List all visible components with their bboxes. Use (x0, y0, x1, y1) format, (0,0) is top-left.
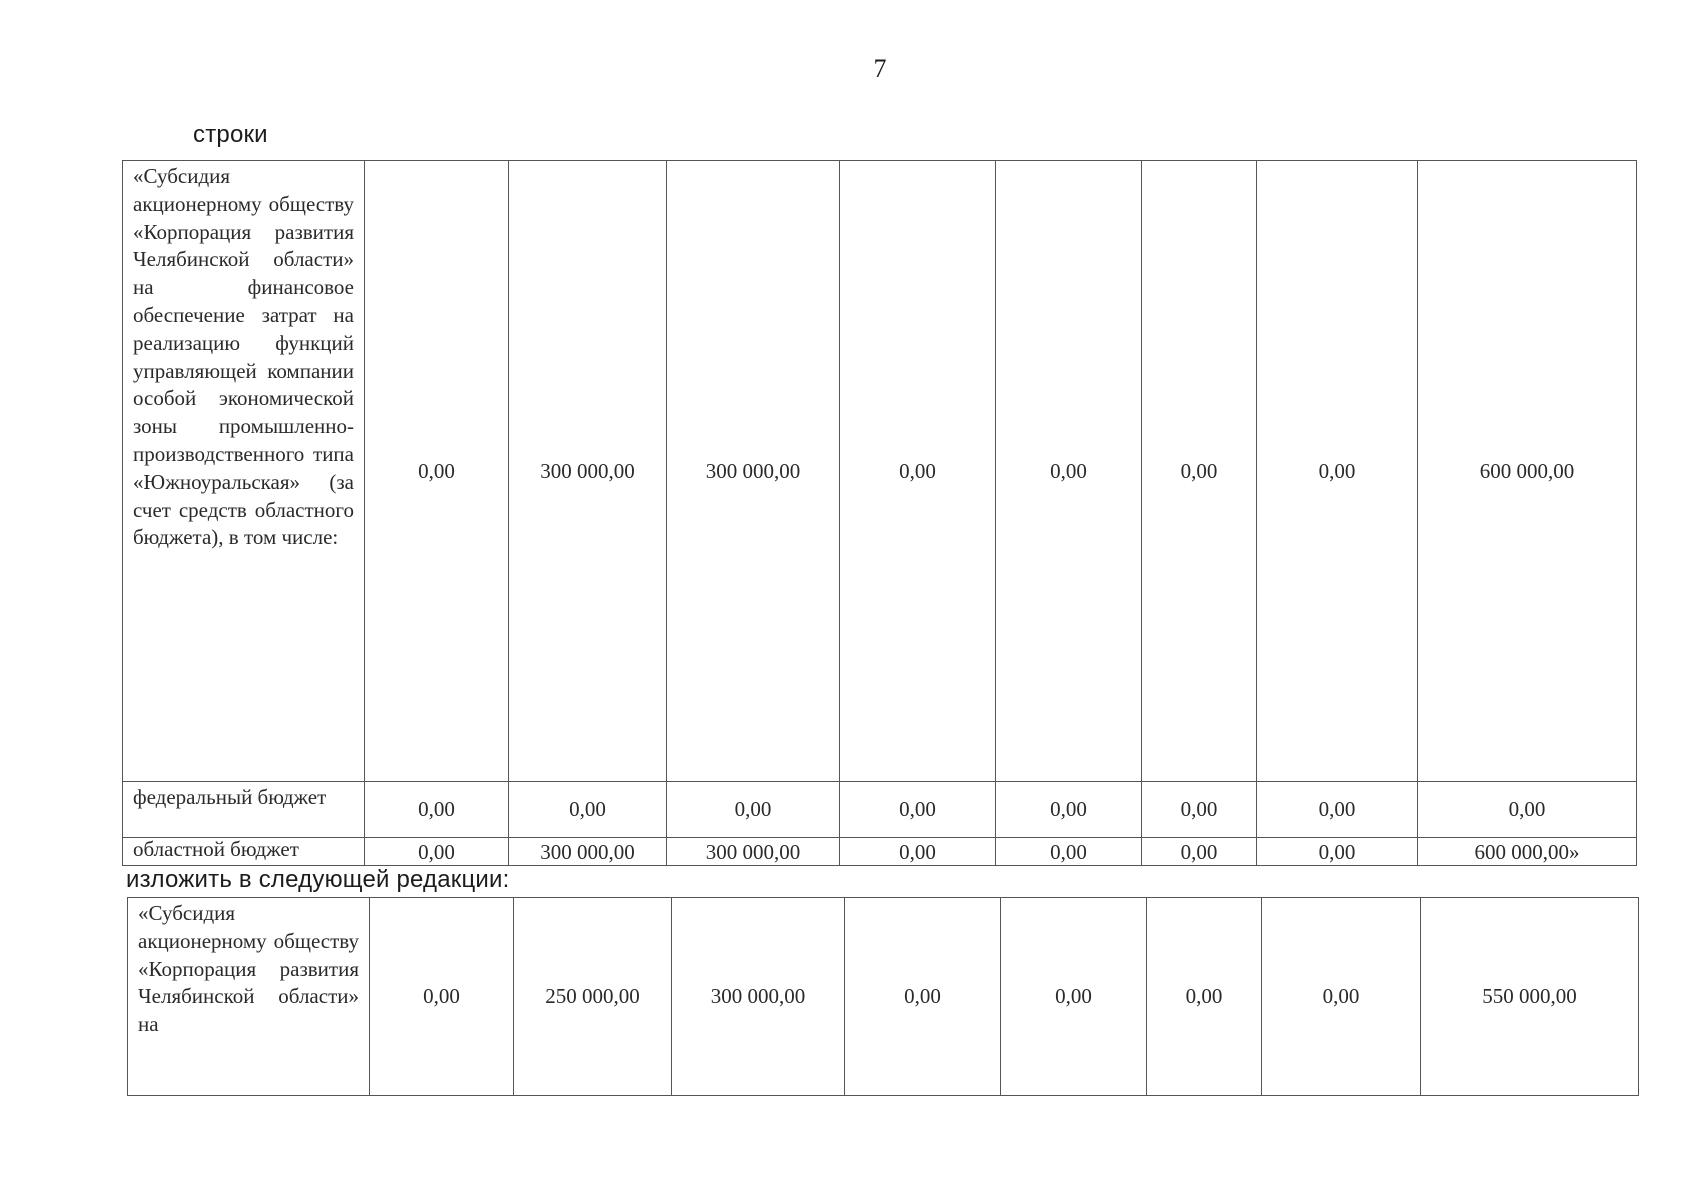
cell-value: 250 000,00 (514, 898, 672, 1096)
row-name-subsidy: «Субсидия акционерному обществу «Корпорация развития Челябинской области» на финансовое обеспечение затрат на реализацию функций управляющей компании особой экономической зоны промышленно-производственного типа «Южноуральская» (за счет средств областного бюджета), в том числе: (123, 161, 365, 782)
cell-value-total: 600 000,00 (1418, 161, 1637, 782)
table-row (123, 161, 1637, 782)
row-name-regional: областной бюджет (123, 838, 365, 866)
cell-value: 0,00 (840, 161, 996, 782)
cell-value: 0,00 (509, 782, 667, 838)
cell-value: 0,00 (996, 161, 1142, 782)
cell-value: 0,00 (667, 782, 840, 838)
cell-value-total: 600 000,00» (1418, 838, 1637, 866)
cell-value: 0,00 (365, 838, 509, 866)
intro-text-before: строки (193, 121, 268, 148)
cell-value: 0,00 (370, 898, 514, 1096)
cell-value: 0,00 (1257, 838, 1418, 866)
cell-value: 300 000,00 (672, 898, 845, 1096)
cell-value: 0,00 (996, 838, 1142, 866)
page-number: 7 (873, 54, 887, 83)
cell-value: 0,00 (1257, 782, 1418, 838)
cell-value: 0,00 (845, 898, 1001, 1096)
cell-value: 0,00 (1257, 161, 1418, 782)
table-row (128, 898, 1639, 1096)
cell-value: 0,00 (996, 782, 1142, 838)
row-name-subsidy-new: «Субсидия акционерному обществу «Корпорация развития Челябинской области» на (128, 898, 370, 1096)
cell-value: 300 000,00 (509, 838, 667, 866)
cell-value: 0,00 (840, 838, 996, 866)
new-budget-table (127, 897, 1639, 1096)
cell-value: 300 000,00 (509, 161, 667, 782)
cell-value: 0,00 (365, 161, 509, 782)
cell-value: 0,00 (1142, 838, 1257, 866)
cell-value: 0,00 (1147, 898, 1262, 1096)
cell-value: 0,00 (840, 782, 996, 838)
cell-value: 0,00 (1142, 161, 1257, 782)
cell-value: 0,00 (365, 782, 509, 838)
old-budget-table (122, 160, 1637, 866)
table-row (123, 838, 1637, 866)
intro-text-after: изложить в следующей редакции: (126, 866, 510, 893)
cell-value: 300 000,00 (667, 838, 840, 866)
table-row (123, 782, 1637, 838)
cell-value-total: 0,00 (1418, 782, 1637, 838)
cell-value: 0,00 (1262, 898, 1421, 1096)
cell-value: 0,00 (1001, 898, 1147, 1096)
cell-value: 300 000,00 (667, 161, 840, 782)
row-name-federal: федеральный бюджет (123, 782, 365, 838)
cell-value: 0,00 (1142, 782, 1257, 838)
cell-value-total: 550 000,00 (1421, 898, 1639, 1096)
